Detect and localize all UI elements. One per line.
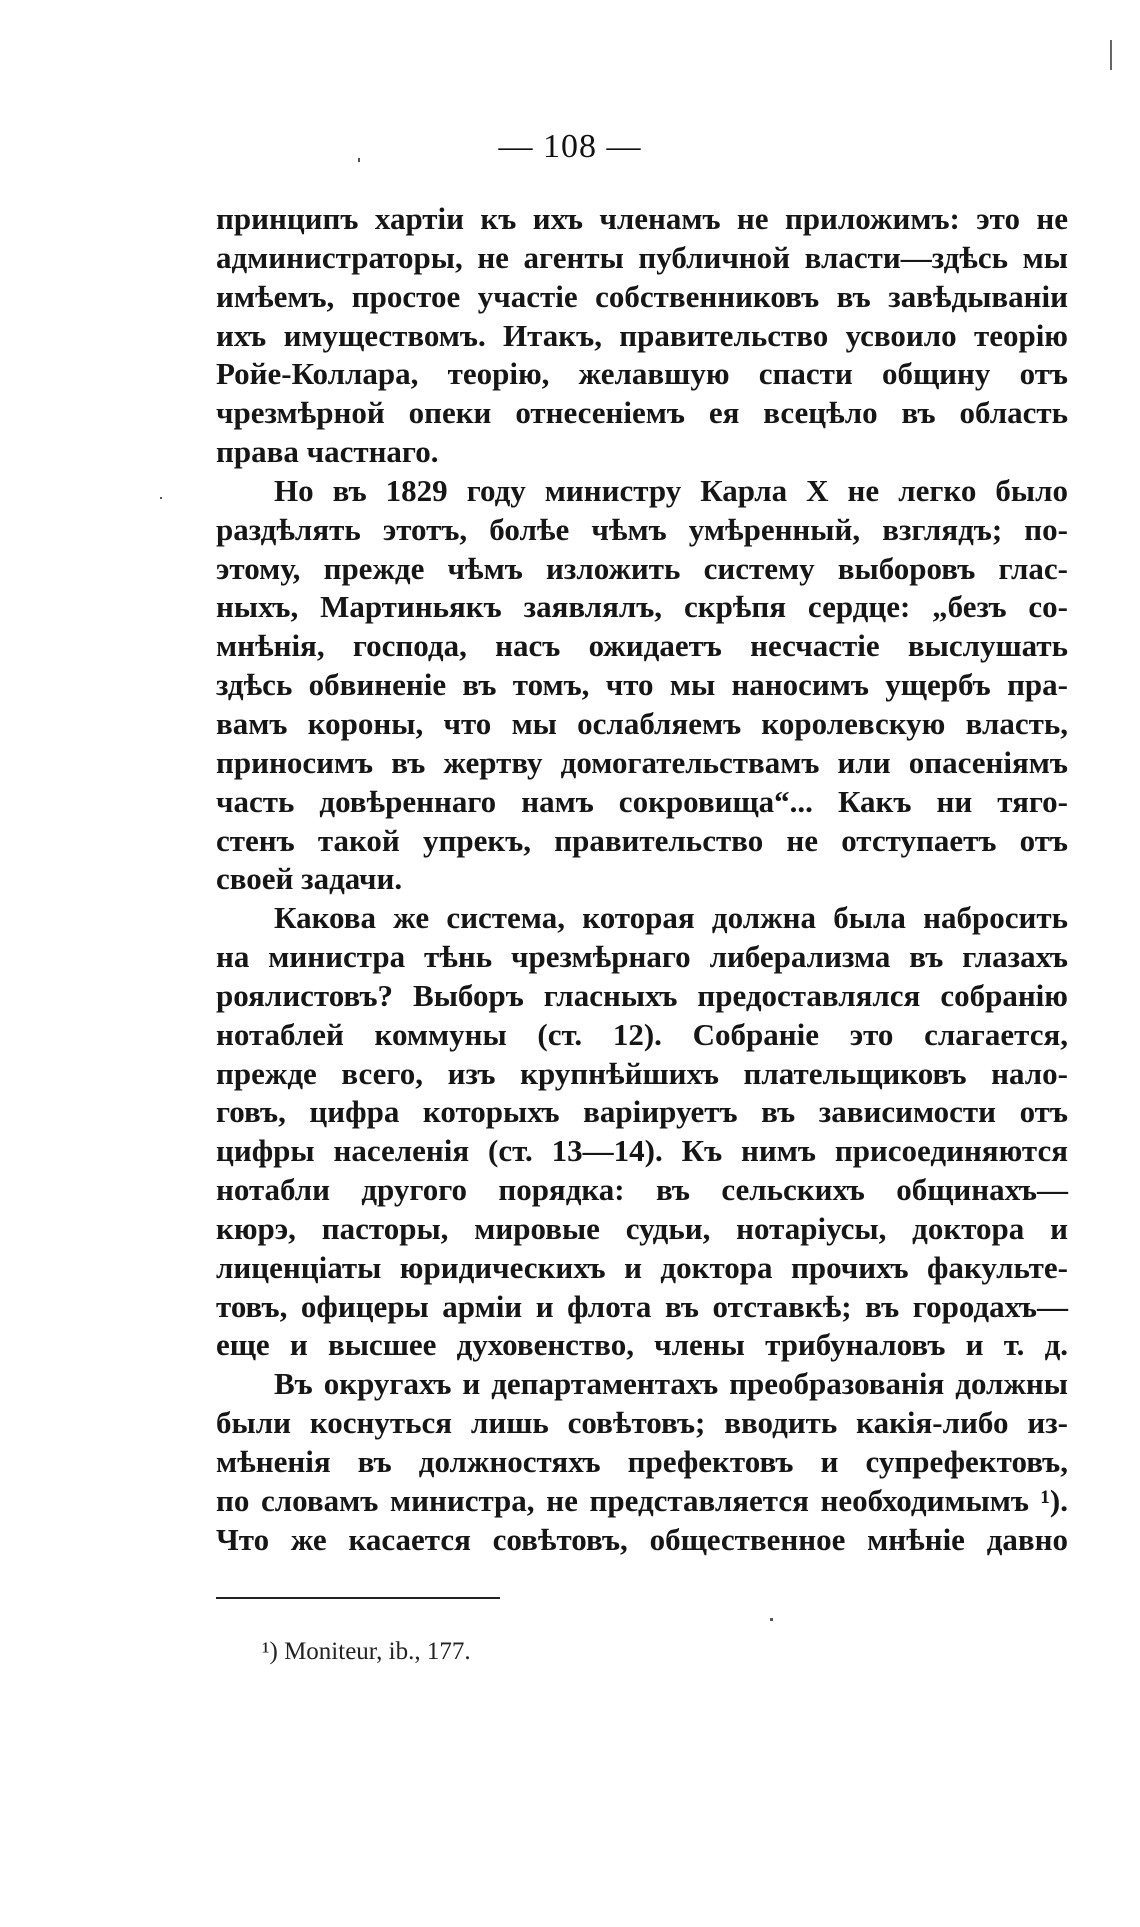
page-number: — 108 — [498,128,642,165]
text-line: права частнаго. [216,434,439,470]
scan-speck [358,158,360,162]
text-line: Какова же система, которая должна была набросить [274,900,1068,936]
scan-speck [160,497,162,499]
text-line: этому, прежде чѣмъ изложить систему выборовъ глас- [216,550,1068,586]
text-line: товъ, офицеры арміи и флота въ отставкѣ; въ городахъ— [216,1288,1068,1324]
text-line: стенъ такой упрекъ, правительство не отступаетъ отъ [216,822,1068,858]
text-line: роялистовъ? Выборъ гласныхъ предоставлялся собранію [216,977,1068,1013]
text-line: раздѣлять этотъ, болѣе чѣмъ умѣренный, взглядъ; по- [216,511,1068,547]
text-line: Что же касается совѣтовъ, общественное мнѣніе давно [216,1521,1068,1557]
text-line: нотаблей коммуны (ст. 12). Собраніе это слагается, [216,1016,1068,1052]
text-line: мѣненія въ должностяхъ префектовъ и супрефектовъ, [216,1444,1068,1479]
scan-speck [770,1618,773,1621]
text-line: на министра тѣнь чрезмѣрнаго либерализма въ глазахъ [216,939,1068,975]
footnote-marker: ¹) [262,1638,278,1665]
footnote [262,1637,471,1667]
text-line: были коснуться лишь совѣтовъ; вводить какія-либо из- [216,1405,1068,1441]
text-line: кюрэ, пасторы, мировые судьи, нотаріусы, доктора и [216,1210,1068,1246]
text-line: по словамъ министра, не представляется необходимымъ ¹). [216,1482,1068,1518]
footnote-rule [216,1597,500,1599]
text-line: прежде всего, изъ крупнѣйшихъ плательщиковъ нало- [216,1055,1068,1091]
text-line: приносимъ въ жертву домогательствамъ или опасеніямъ [216,744,1068,780]
text-line: Но въ 1829 году министру Карла X не легко было [274,472,1068,508]
text-line: цифры населенія (ст. 13—14). Къ нимъ присоединяются [216,1133,1068,1169]
text-line: мнѣнія, господа, насъ ожидаетъ несчастіе выслушать [216,628,1068,664]
text-line: часть довѣреннаго намъ сокровища“... Какъ ни тяго- [216,783,1068,819]
text-line: ихъ имуществомъ. Итакъ, правительство усвоило теорію [216,317,1068,353]
text-line: нотабли другого порядка: въ сельскихъ общинахъ— [216,1172,1068,1208]
scan-edge-mark [1110,40,1112,70]
body-text [216,200,1068,1560]
text-line: еще и высшее духовенство, члены трибуналовъ и т. д. [216,1327,1068,1363]
text-line: здѣсь обвиненіе въ томъ, что мы наносимъ ущербъ пра- [216,667,1068,703]
text-line: администраторы, не агенты публичной власти—здѣсь мы [216,239,1068,275]
text-line: чрезмѣрной опеки отнесеніемъ ея всецѣло въ область [216,395,1068,431]
footnote-text: Moniteur, ib., 177. [284,1638,471,1665]
text-line: говъ, цифра которыхъ варіируетъ въ зависимости отъ [216,1094,1068,1130]
text-line: Ройе-Коллара, теорію, желавшую спасти общину отъ [216,356,1068,392]
text-line: вамъ короны, что мы ослабляемъ королевскую власть, [216,705,1068,741]
text-line: своей задачи. [216,861,403,897]
text-line: Въ округахъ и департаментахъ преобразованія должны [274,1366,1068,1402]
text-line: лиценціаты юридическихъ и доктора прочихъ факульте- [216,1249,1068,1285]
text-line: принципъ хартіи къ ихъ членамъ не приложимъ: это не [216,201,1068,236]
text-line: ныхъ, Мартиньякъ заявлялъ, скрѣпя сердце: „безъ со- [216,589,1068,625]
text-line: имѣемъ, простое участіе собственниковъ въ завѣдываніи [216,278,1068,314]
